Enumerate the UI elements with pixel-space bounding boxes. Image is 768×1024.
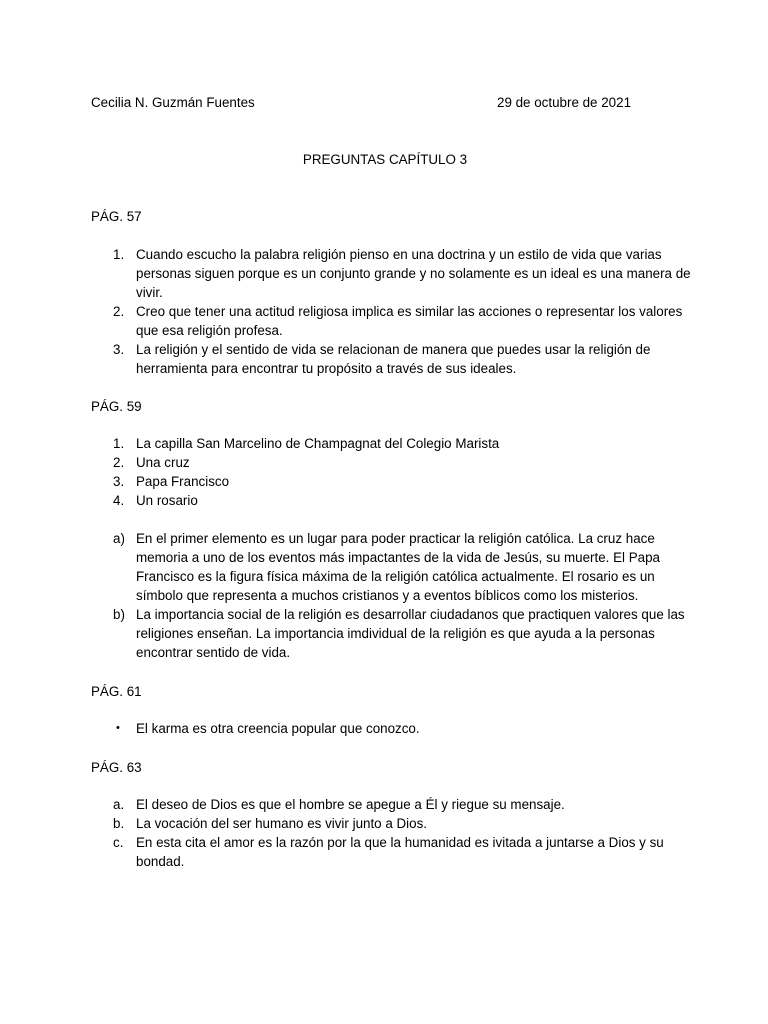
section-heading-pag57: PÁG. 57 bbox=[91, 209, 142, 224]
list-marker: 4. bbox=[113, 493, 125, 508]
list-item bbox=[91, 472, 691, 491]
list-marker: 2. bbox=[113, 304, 125, 319]
list-item bbox=[91, 434, 691, 453]
list-item-text: Creo que tener una actitud religiosa implica es similar las acciones o representar los valores que esa religión profesa. bbox=[136, 304, 683, 338]
list-item bbox=[91, 340, 691, 378]
pag63-answer-list bbox=[91, 795, 691, 871]
list-item-text: En esta cita el amor es la razón por la que la humanidad es ivitada a juntarse a Dios y su bondad. bbox=[136, 835, 664, 869]
list-marker: 1. bbox=[113, 247, 125, 262]
list-item bbox=[91, 245, 691, 302]
list-item-text: En el primer elemento es un lugar para poder practicar la religión católica. La cruz hace memoria a uno de los eventos más impactantes de la vida de Jesús, su muerte. El Papa Francisco es la figura física máxima de la religión católica actualmente. El rosario es un símbolo que representa a muchos cristianos y a eventos bíblicos como los misterios. bbox=[136, 531, 661, 603]
list-marker: 2. bbox=[113, 455, 125, 470]
list-item bbox=[91, 453, 691, 472]
section-heading-pag59: PÁG. 59 bbox=[91, 399, 142, 414]
list-item-text: Papa Francisco bbox=[136, 474, 230, 489]
document-date: 29 de octubre de 2021 bbox=[497, 95, 632, 110]
section-heading-pag61: PÁG. 61 bbox=[91, 684, 142, 699]
list-item bbox=[91, 719, 691, 738]
list-item-text: La vocación del ser humano es vivir junto a Dios. bbox=[136, 816, 428, 831]
list-item bbox=[91, 814, 691, 833]
pag57-question-list bbox=[91, 245, 691, 378]
list-item-text: La capilla San Marcelino de Champagnat del Colegio Marista bbox=[136, 436, 500, 451]
list-marker: 3. bbox=[113, 474, 125, 489]
list-item-text: El deseo de Dios es que el hombre se apegue a Él y riegue su mensaje. bbox=[136, 797, 565, 812]
list-item-text: La religión y el sentido de vida se relacionan de manera que puedes usar la religión de herramienta para encontrar tu propósito a través de sus ideales. bbox=[136, 342, 651, 376]
list-marker: c. bbox=[113, 835, 124, 850]
list-item-text: Una cruz bbox=[136, 455, 190, 470]
bullet-icon: • bbox=[116, 722, 120, 734]
list-marker: b. bbox=[113, 816, 125, 831]
list-marker: b) bbox=[113, 607, 125, 622]
list-item bbox=[91, 302, 691, 340]
list-item bbox=[91, 491, 691, 510]
list-marker: 1. bbox=[113, 436, 125, 451]
author-name: Cecilia N. Guzmán Fuentes bbox=[91, 95, 255, 110]
pag59-answer-list bbox=[91, 529, 691, 662]
list-marker: a) bbox=[113, 531, 125, 546]
list-item bbox=[91, 605, 691, 662]
list-item-text: El karma es otra creencia popular que conozco. bbox=[136, 721, 420, 736]
list-item bbox=[91, 529, 691, 605]
list-item-text: Un rosario bbox=[136, 493, 198, 508]
list-marker: a. bbox=[113, 797, 125, 812]
page-title: PREGUNTAS CAPÍTULO 3 bbox=[302, 152, 468, 167]
list-item bbox=[91, 833, 691, 871]
section-heading-pag63: PÁG. 63 bbox=[91, 760, 142, 775]
list-item-text: Cuando escucho la palabra religión pienso en una doctrina y un estilo de vida que varias personas siguen porque es un conjunto grande y no solamente es un ideal es una manera de vivir. bbox=[136, 247, 691, 300]
pag59-image-list bbox=[91, 434, 691, 510]
pag61-bullet-list bbox=[91, 719, 691, 738]
list-item-text: La importancia social de la religión es desarrollar ciudadanos que practiquen valores que las religiones enseñan. La importancia imdividual de la religión es que ayuda a la personas encontrar sentido de vida. bbox=[136, 607, 685, 660]
list-marker: 3. bbox=[113, 342, 125, 357]
list-item bbox=[91, 795, 691, 814]
